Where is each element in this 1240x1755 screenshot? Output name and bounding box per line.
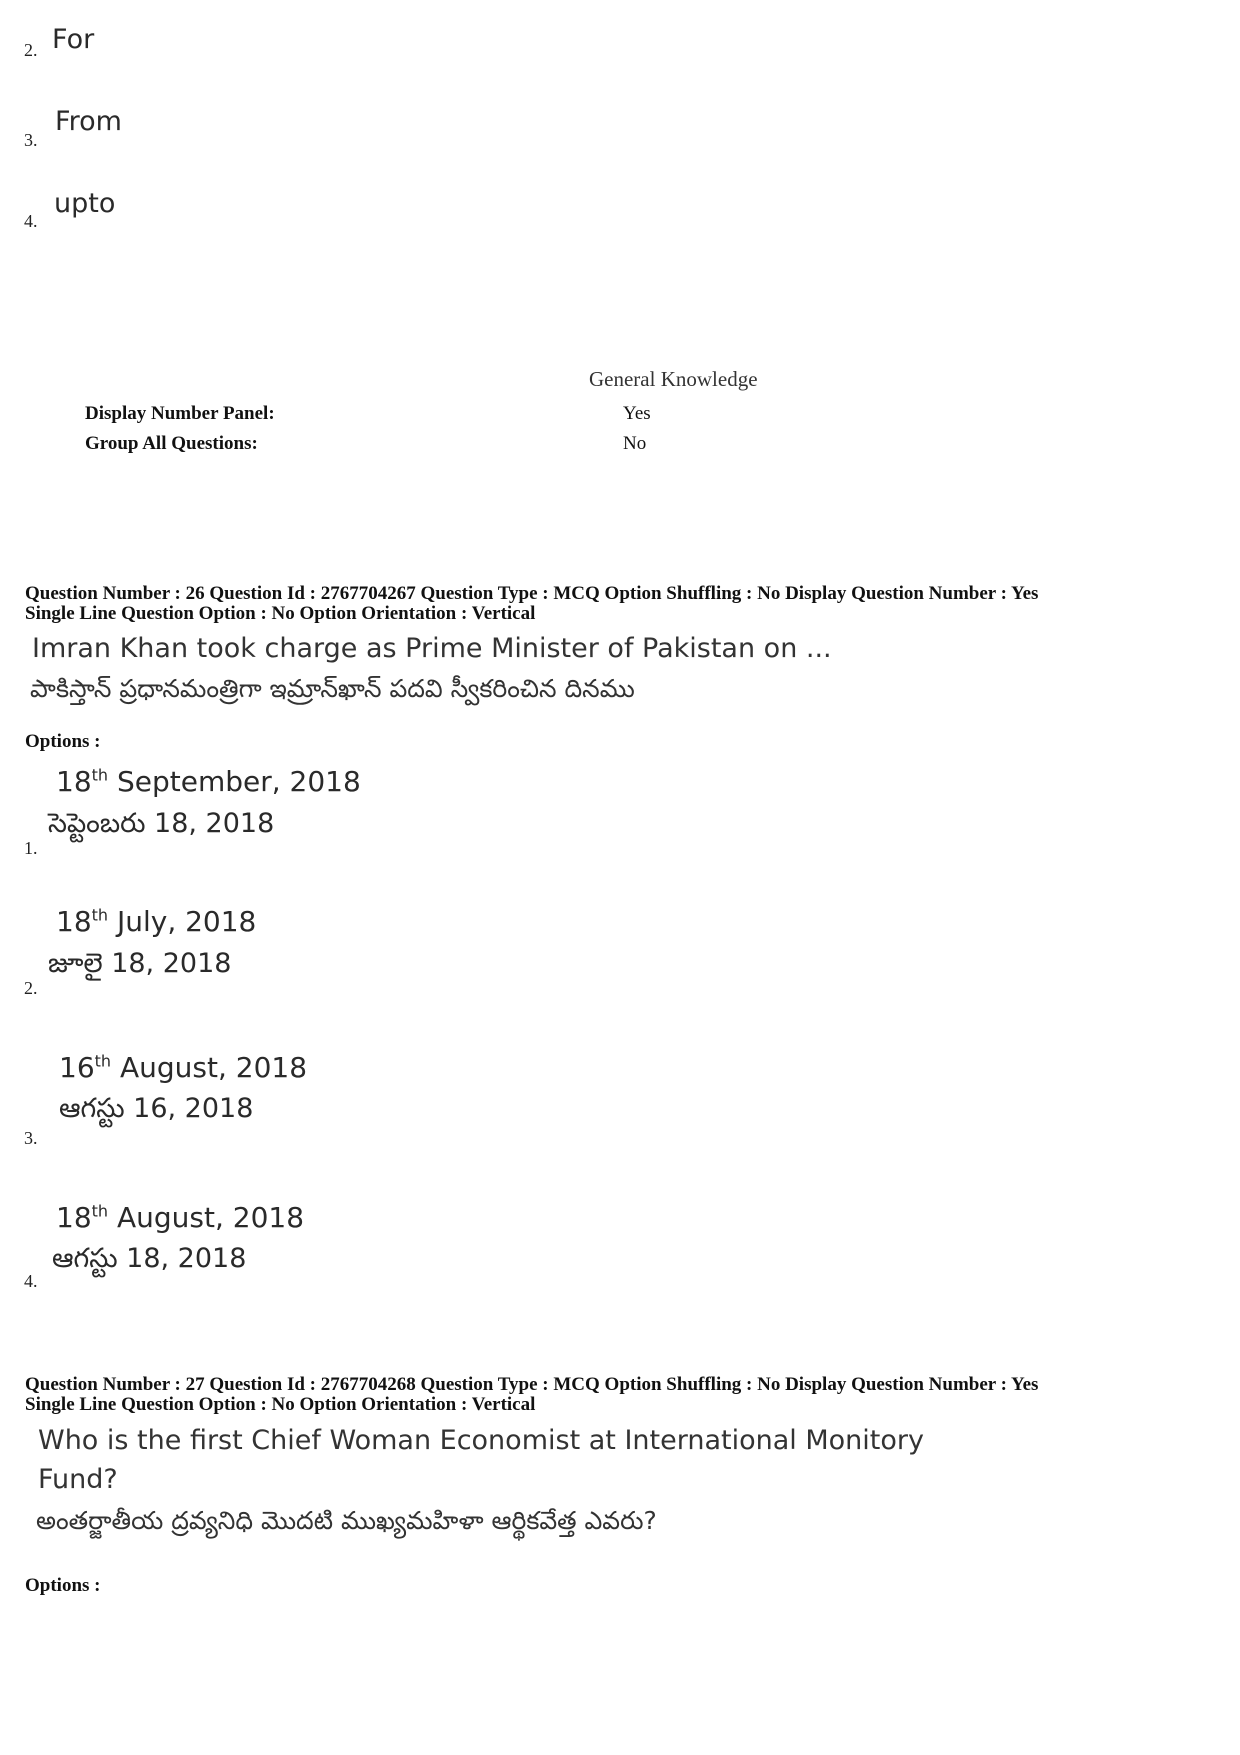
option-date-telugu: ఆగస్టు 18, 2018	[52, 1243, 247, 1274]
option-number: 2.	[24, 40, 38, 60]
question-meta: Single Line Question Option : No Option Orientation : Vertical	[25, 603, 536, 624]
option-number: 4.	[24, 211, 38, 231]
option-text: upto	[54, 188, 116, 219]
group-all-questions-value: No	[623, 433, 647, 454]
option-text: For	[52, 24, 95, 55]
question-meta: Single Line Question Option : No Option Orientation : Vertical	[25, 1394, 536, 1415]
question-text-english: Fund?	[38, 1464, 118, 1495]
display-number-panel-value: Yes	[623, 403, 651, 424]
option-date-english: 18th September, 2018	[56, 765, 361, 798]
question-meta: Question Number : 27 Question Id : 2767704268 Question Type : MCQ Option Shuffling : No Display Question Number : Yes	[25, 1374, 1039, 1395]
display-number-panel-label: Display Number Panel:	[85, 403, 275, 424]
option-date-telugu: జూలై 18, 2018	[48, 948, 232, 979]
question-text-english: Who is the first Chief Woman Economist at International Monitory	[38, 1425, 924, 1456]
section-title: General Knowledge	[589, 367, 758, 391]
option-number: 3.	[24, 1128, 38, 1148]
option-date-telugu: ఆగస్టు 16, 2018	[59, 1093, 254, 1124]
option-date-english: 18th August, 2018	[56, 1201, 305, 1234]
options-label: Options :	[25, 731, 101, 752]
options-label: Options :	[25, 1575, 101, 1596]
question-text-english: Imran Khan took charge as Prime Minister of Pakistan on ...	[32, 633, 832, 664]
group-all-questions-label: Group All Questions:	[85, 433, 258, 454]
option-text: From	[55, 106, 122, 137]
option-number: 1.	[24, 838, 38, 858]
option-number: 2.	[24, 978, 38, 998]
question-text-telugu: పాకిస్తాన్ ప్రధానమంత్రిగా ఇమ్రాన్‌ఖాన్ పదవి స్వీకరించిన దినము	[30, 674, 635, 703]
option-date-english: 16th August, 2018	[59, 1051, 308, 1084]
option-date-telugu: సెప్టెంబరు 18, 2018	[48, 808, 275, 839]
question-text-telugu: అంతర్జాతీయ ద్రవ్యనిధి మొదటి ముఖ్యమహిళా ఆర్థికవేత్త ఎవరు?	[36, 1506, 657, 1535]
question-meta: Question Number : 26 Question Id : 2767704267 Question Type : MCQ Option Shuffling : No Display Question Number : Yes	[25, 583, 1039, 604]
option-number: 3.	[24, 130, 38, 150]
option-number: 4.	[24, 1271, 38, 1291]
option-date-english: 18th July, 2018	[56, 905, 257, 938]
